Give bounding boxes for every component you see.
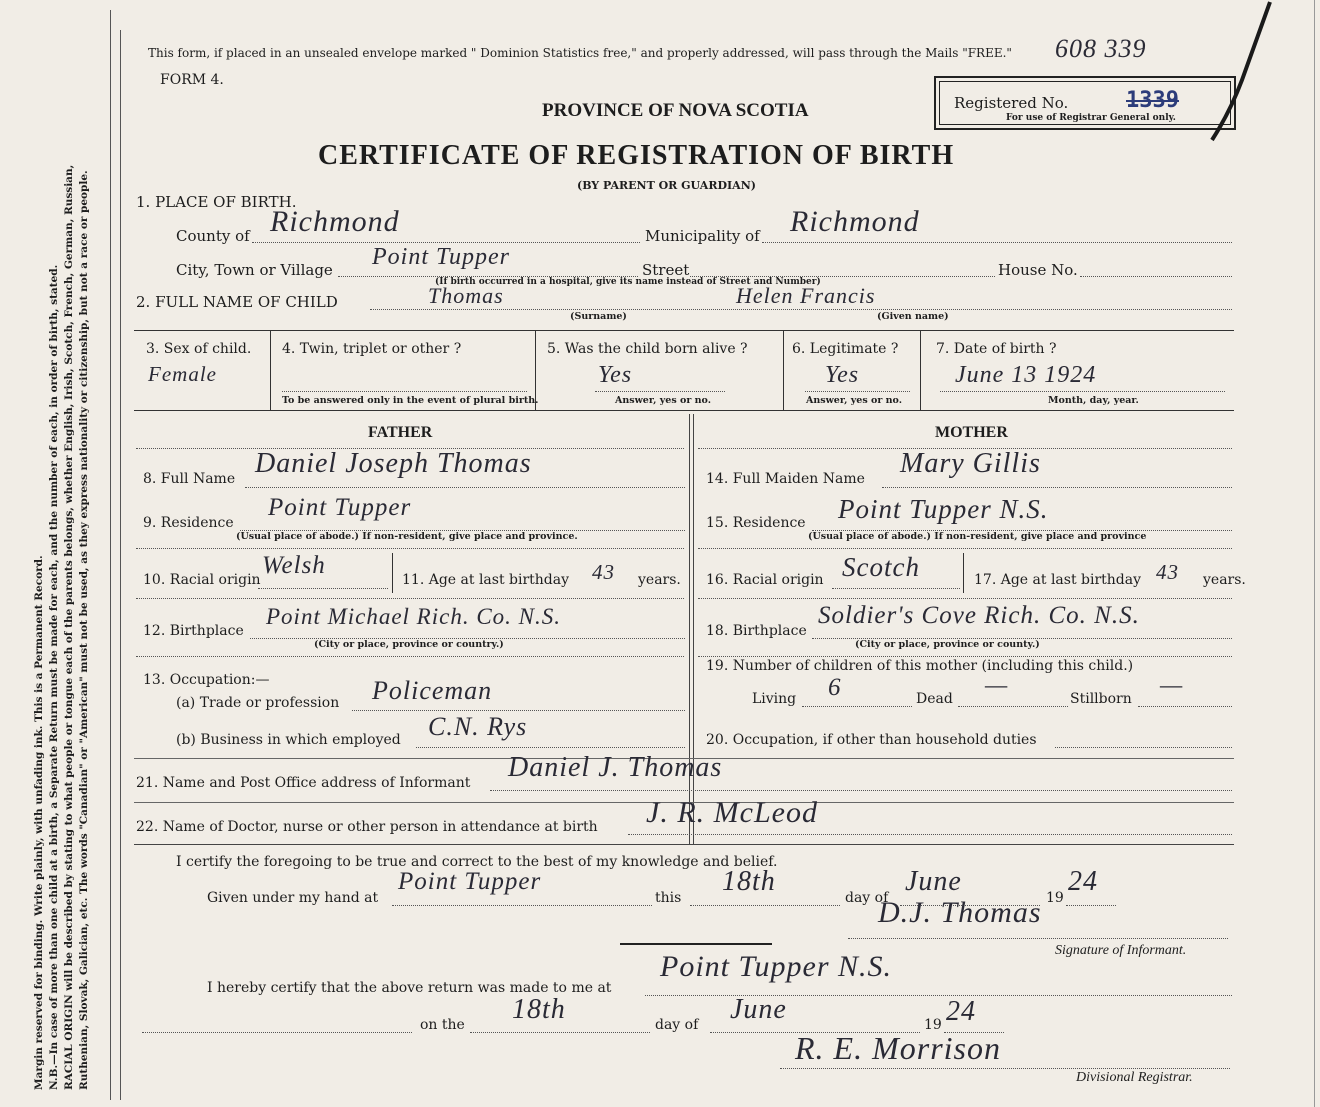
margin-border-inner	[120, 30, 121, 1100]
margin-line-3: RACIAL ORIGIN will be described by stating to what people or tongue each of the parents belongs, whether English, Irish, Scotch, French, German, Russian,	[63, 164, 75, 1090]
father-race-label: 10. Racial origin	[143, 572, 261, 588]
mother-residence-value: Point Tupper N.S.	[838, 494, 1049, 524]
father-age-value: 43	[592, 560, 615, 584]
dob-label: 7. Date of birth ?	[936, 341, 1057, 357]
father-race-value: Welsh	[262, 552, 326, 579]
mother-occupation-label: 20. Occupation, if other than household duties	[706, 732, 1037, 748]
father-birthplace-value: Point Michael Rich. Co. N.S.	[266, 604, 562, 629]
county-value: Richmond	[270, 205, 400, 238]
child-given-value: Helen Francis	[736, 283, 876, 308]
doctor-bottom-rule	[134, 844, 1234, 845]
mail-notice: This form, if placed in an unsealed envelope marked " Dominion Statistics free," and properly addressed, will pass through the Mails "FREE."	[148, 46, 1012, 60]
house-line	[1080, 276, 1232, 277]
alive-value: Yes	[598, 362, 633, 388]
registrar-year-value: 24	[946, 996, 976, 1027]
margin-border-outer	[110, 10, 111, 1100]
municipality-line	[762, 242, 1232, 243]
sex-value: Female	[148, 362, 217, 386]
father-years: years.	[638, 572, 681, 588]
city-label: City, Town or Village	[176, 261, 333, 279]
informant-signature-line	[848, 938, 1228, 939]
children-count-label: 19. Number of children of this mother (including this child.)	[706, 658, 1134, 674]
dob-value: June 13 1924	[955, 362, 1097, 388]
business-value: C.N. Rys	[428, 712, 528, 741]
mother-race-rule	[698, 598, 1232, 599]
mother-birthplace-caption: (City or place, province or county.)	[855, 639, 1040, 650]
hospital-note: (If birth occurred in a hospital, give its name instead of Street and Number)	[435, 277, 821, 287]
place-of-birth-heading: 1. PLACE OF BIRTH.	[136, 193, 297, 211]
certificate-title: CERTIFICATE OF REGISTRATION OF BIRTH	[318, 140, 955, 171]
street-label: Street	[642, 261, 690, 279]
legit-value: Yes	[825, 362, 860, 388]
child-name-line	[370, 309, 1232, 310]
father-name-line	[245, 487, 685, 488]
margin-line-1: Margin reserved for binding. Write plainly, with unfading ink. This is a Permanent Record.	[33, 555, 45, 1090]
right-border	[1314, 0, 1315, 1107]
mother-residence-rule	[698, 548, 1232, 549]
grid-divider-4	[920, 330, 921, 410]
living-line	[802, 706, 912, 707]
registration-slash-mark	[1200, 0, 1280, 150]
dob-caption: Month, day, year.	[1048, 395, 1139, 406]
father-birthplace-caption: (City or place, province or country.)	[314, 639, 504, 650]
municipality-label: Municipality of	[645, 227, 760, 245]
mother-name-value: Mary Gillis	[900, 448, 1041, 479]
legit-caption: Answer, yes or no.	[806, 395, 903, 406]
mother-residence-label: 15. Residence	[706, 515, 806, 531]
mother-race-label: 16. Racial origin	[706, 572, 824, 588]
given-year-value: 24	[1068, 866, 1098, 897]
margin-line-2: N.B.—In case of more than one child at a birth, a Separate Return must be made for each, and the number of each, in order of birth, stated.	[48, 264, 60, 1090]
section-separator	[620, 943, 772, 945]
father-birthplace-rule	[136, 656, 684, 657]
father-residence-caption: (Usual place of abode.) If non-resident, give place and province.	[236, 531, 578, 542]
given-day-line	[690, 905, 840, 906]
registrar-caption: Divisional Registrar.	[1076, 1070, 1193, 1085]
dob-line	[940, 391, 1225, 392]
mother-race-value: Scotch	[842, 552, 920, 582]
registrar-on-the: on the	[420, 1017, 465, 1033]
dead-line	[958, 706, 1068, 707]
doctor-value: J. R. McLeod	[646, 796, 818, 829]
registrar-day-line	[470, 1032, 650, 1033]
registrar-day-of-label: day of	[655, 1017, 699, 1033]
mother-age-value: 43	[1156, 560, 1179, 584]
grid-top-rule	[134, 330, 1234, 331]
father-residence-label: 9. Residence	[143, 515, 234, 531]
county-line	[252, 242, 640, 243]
trade-value: Policeman	[372, 676, 493, 705]
father-race-divider	[392, 553, 393, 593]
mother-heading: MOTHER	[935, 424, 1008, 441]
father-residence-value: Point Tupper	[268, 494, 412, 521]
informant-signature-caption: Signature of Informant.	[1055, 943, 1187, 958]
father-name-value: Daniel Joseph Thomas	[255, 448, 532, 479]
county-label: County of	[176, 227, 250, 245]
grid-bottom-rule	[134, 410, 1234, 411]
dead-value: —	[985, 672, 1009, 699]
mother-race-divider	[963, 553, 964, 593]
given-under-hand-label: Given under my hand at	[207, 890, 379, 906]
surname-caption: (Surname)	[570, 311, 627, 322]
business-label: (b) Business in which employed	[176, 732, 401, 748]
mother-race-line	[832, 588, 960, 589]
city-value: Point Tupper	[372, 244, 511, 270]
informant-label: 21. Name and Post Office address of Informant	[136, 775, 471, 791]
alive-line	[595, 391, 725, 392]
doctor-label: 22. Name of Doctor, nurse or other person in attendance at birth	[136, 819, 598, 835]
twin-caption: To be answered only in the event of plural birth.	[282, 395, 539, 406]
dead-label: Dead	[916, 691, 953, 707]
mother-birthplace-label: 18. Birthplace	[706, 623, 807, 639]
father-heading: FATHER	[368, 424, 433, 441]
legit-label: 6. Legitimate ?	[792, 341, 899, 357]
living-label: Living	[752, 691, 797, 707]
occupation-heading: 13. Occupation:—	[143, 672, 270, 688]
child-surname-value: Thomas	[428, 283, 504, 308]
margin-instructions	[32, 0, 92, 1090]
twin-line	[282, 391, 527, 392]
given-month-value: June	[905, 866, 962, 897]
legit-line	[805, 391, 910, 392]
registrar-signature-line	[780, 1068, 1230, 1069]
stillborn-value: —	[1160, 672, 1184, 699]
business-line	[416, 747, 685, 748]
given-year-prefix: 19	[1046, 890, 1064, 906]
grid-divider-3	[783, 330, 784, 410]
mother-occupation-line	[1055, 747, 1232, 748]
house-label: House No.	[998, 261, 1078, 279]
mother-name-label: 14. Full Maiden Name	[706, 471, 865, 487]
father-birthplace-label: 12. Birthplace	[143, 623, 244, 639]
informant-line	[490, 790, 1232, 791]
handwritten-number: 608 339	[1055, 34, 1147, 63]
margin-line-4: Ruthenian, Slovak, Galician, etc. The words "Canadian" or "American" must not be used, as they express nationality or citizenship, but not a race or people.	[78, 170, 90, 1090]
form-number: FORM 4.	[160, 72, 224, 88]
father-residence-rule	[136, 548, 684, 549]
registrar-place-value: Point Tupper N.S.	[660, 950, 893, 983]
given-this-label: this	[655, 890, 682, 906]
informant-signature: D.J. Thomas	[878, 896, 1042, 929]
certify-statement: I certify the foregoing to be true and correct to the best of my knowledge and belief.	[176, 854, 778, 870]
trade-line	[352, 710, 685, 711]
mother-years: years.	[1203, 572, 1246, 588]
alive-label: 5. Was the child born alive ?	[547, 341, 748, 357]
trade-label: (a) Trade or profession	[176, 695, 340, 711]
municipality-value: Richmond	[790, 205, 920, 238]
registrar-year-prefix: 19	[924, 1017, 942, 1033]
alive-caption: Answer, yes or no.	[615, 395, 712, 406]
mother-birthplace-rule	[698, 656, 1232, 657]
given-day-of-label: day of	[845, 890, 889, 906]
doctor-line	[628, 834, 1232, 835]
father-age-label: 11. Age at last birthday	[402, 572, 570, 588]
registered-label: Registered No.	[954, 94, 1069, 112]
mother-age-label: 17. Age at last birthday	[974, 572, 1142, 588]
registration-box	[934, 76, 1236, 130]
registrar-month-value: June	[730, 994, 787, 1025]
stillborn-line	[1138, 706, 1232, 707]
given-place-value: Point Tupper	[398, 868, 542, 895]
given-day-value: 18th	[722, 866, 776, 897]
father-name-label: 8. Full Name	[143, 471, 236, 487]
living-value: 6	[828, 674, 842, 701]
registrar-lead-line	[142, 1032, 412, 1033]
stillborn-label: Stillborn	[1070, 691, 1132, 707]
given-caption: (Given name)	[877, 311, 949, 322]
sex-label: 3. Sex of child.	[146, 341, 252, 357]
informant-value: Daniel J. Thomas	[508, 752, 723, 783]
grid-divider-1	[270, 330, 271, 410]
twin-label: 4. Twin, triplet or other ?	[282, 341, 462, 357]
mother-residence-caption: (Usual place of abode.) If non-resident, give place and province	[808, 531, 1147, 542]
mother-name-line	[882, 487, 1232, 488]
father-race-rule	[136, 598, 684, 599]
child-name-label: 2. FULL NAME OF CHILD	[136, 293, 338, 311]
registrar-signature: R. E. Morrison	[795, 1030, 1001, 1066]
registrar-note: For use of Registrar General only.	[1006, 113, 1176, 123]
mother-birthplace-value: Soldier's Cove Rich. Co. N.S.	[818, 602, 1140, 629]
father-race-line	[258, 588, 388, 589]
registrar-statement: I hereby certify that the above return was made to me at	[207, 980, 612, 996]
registrar-day-value: 18th	[512, 994, 566, 1025]
certificate-subtitle: (BY PARENT OR GUARDIAN)	[577, 179, 756, 192]
given-place-line	[392, 905, 652, 906]
given-year-line	[1066, 905, 1116, 906]
province-heading: PROVINCE OF NOVA SCOTIA	[542, 100, 809, 121]
registered-value: 1339	[1126, 88, 1179, 113]
